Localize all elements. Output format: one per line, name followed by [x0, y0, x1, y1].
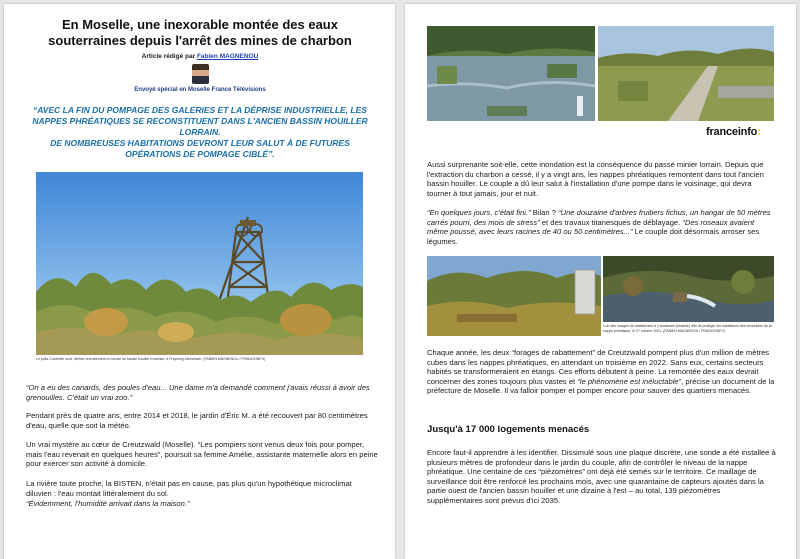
byline — [24, 53, 376, 60]
paragraph: La rivière toute proche, la BISTEN, n'était pas en cause, pas plus qu'un hypothétique microclimat diluvien : l'eau montait littéralement du sol. — [26, 479, 352, 498]
section-heading: Jusqu'à 17 000 logements menacés — [427, 424, 590, 435]
left-page — [4, 4, 395, 559]
text: , précise un document de la préfecture de Moselle. Il va falloir pomper et pomper encore pour sauver des quartiers menacés. — [427, 376, 775, 396]
paragraph-quote: “Évidemment, l'humidité arrivait dans la maison.” — [26, 499, 190, 508]
borehole-photo — [427, 256, 601, 336]
franceinfo-logo: franceinfo: — [706, 126, 761, 138]
article-lede: “AVEC LA FIN DU POMPAGE DES GALERIES ET LA DÉPRISE INDUSTRIELLE, LES NAPPES PHRÉATIQUES SE RECONSTITUENT DANS L'ANCIEN BASSIN HOUILLER LORRAIN. DE NOMBREUSES HABITATIONS DEVRONT LEUR SALUT À DE FUTURES OPÉRATIONS DE POMPAGE CIBLÉ”. — [32, 105, 368, 159]
photo-caption: Le puits Cuvelette nord, dernier chevalement en lorrain du bassin houiller mosellan, à Freyming-Merlebach. (FABIEN MAGNENOU / FRANCEINFO) — [36, 357, 266, 361]
quote: “En quelques jours, c'était fini.” — [427, 208, 531, 217]
paragraph: Aussi surprenante soit-elle, cette inondation est la conséquence du passé minier lorrain. Depuis que l'extraction du charbon a cessé, il y a vingt ans, les nappes phréatiques remontent dans tout l'ancien bassin houiller. Le couple a dû leur salut à l'installation d'une pompe dans le voisinage, qui devra tourner à tout jamais, jour et nuit. — [427, 160, 764, 198]
byline-prefix: Article rédigé par — [141, 53, 196, 60]
text: Chaque année, les deux “forages de rabattement” de Creutzwald pompent plus d'un million de mètres cubes dans les nappes phréatiques, en attendant un troisième en 2022. Sans eux, certains secteurs habités se transformeraient en étangs. Ces efforts débutent à peine. La remontée des eaux devrait concerner des zones toujours plus vastes et — [427, 348, 770, 386]
quote: “le phénomène est inéluctable” — [577, 376, 682, 386]
author-role: Envoyé spécial en Moselle France Télévisions — [134, 87, 266, 93]
garden-path-photo — [598, 26, 774, 121]
paragraph: Un vrai mystère au cœur de Creutzwald (Moselle). “Les pompiers sont venus deux fois pour pomper, mais l'eau revenait en quelques heures”, poursuit sa femme Amélie, assistante maternelle alors en peine pour exercer son activité à domicile. — [26, 440, 378, 469]
right-page — [405, 4, 796, 559]
quote: “Des roseaux avaient même poussé, avec leurs racines de 40 ou 50 centimètres...” — [427, 217, 755, 237]
author-link[interactable]: Fabien MAGNENOU — [196, 53, 259, 60]
mine-headframe-photo — [36, 172, 363, 355]
pipe-outlet-photo — [603, 256, 774, 322]
paragraph-quote: “On a eu des canards, des poules d'eau... Une dame m'a demandé comment j'avais réussi à avoir des grenouilles. C'était un vrai zoo.” — [26, 383, 370, 402]
photo-caption: L'un des forages de rabattement à Creutzwald (Moselle) afin de protéger les habitations des remontées de la nappe phréatique, le 27 octobre 2021. (FABIEN MAGNENOU / FRANCEINFO) — [603, 324, 772, 333]
article-title: En Moselle, une inexorable montée des eaux souterraines depuis l'arrêt des mines de charbon — [48, 17, 352, 48]
text: Le couple doit désormais arroser ses légumes. — [427, 227, 760, 246]
flooded-garden-photo — [427, 26, 595, 121]
text: Bilan ? — [530, 208, 559, 217]
author-avatar — [192, 64, 209, 84]
text: et des travaux titanesques de déblayage. — [539, 217, 683, 227]
paragraph: Encore faut-il apprendre à les identifier. Dissimulé sous une plaque discrète, une sonde a été installée à plusieurs mètres de profondeur dans le jardin du couple, afin de contrôler le niveau de la nappe phréatique. Une centaine de ces “piézomètres” ont déjà été semés sur le territoire. Ce maillage de surveillance doit être renforcé les prochains mois, avec une quarantaine de capteurs ajoutés dans la partie ouest de l'ancien bassin houiller et une dizaine à l'est – au total, 139 piézomètres supplémentaires sont prévus d'ici 2035. — [427, 448, 776, 505]
paragraph — [427, 208, 777, 246]
paragraph — [427, 348, 777, 396]
quote: “Une douzaine d'arbres fruitiers fichus, un hangar de 50 mètres carrés pourri, des mois de stress” — [427, 208, 771, 227]
paragraph: Pendant près de quatre ans, entre 2014 et 2018, le jardin d'Éric M. a été recouvert par 80 centimètres d'eau, quelle que soit la météo. — [26, 411, 368, 430]
